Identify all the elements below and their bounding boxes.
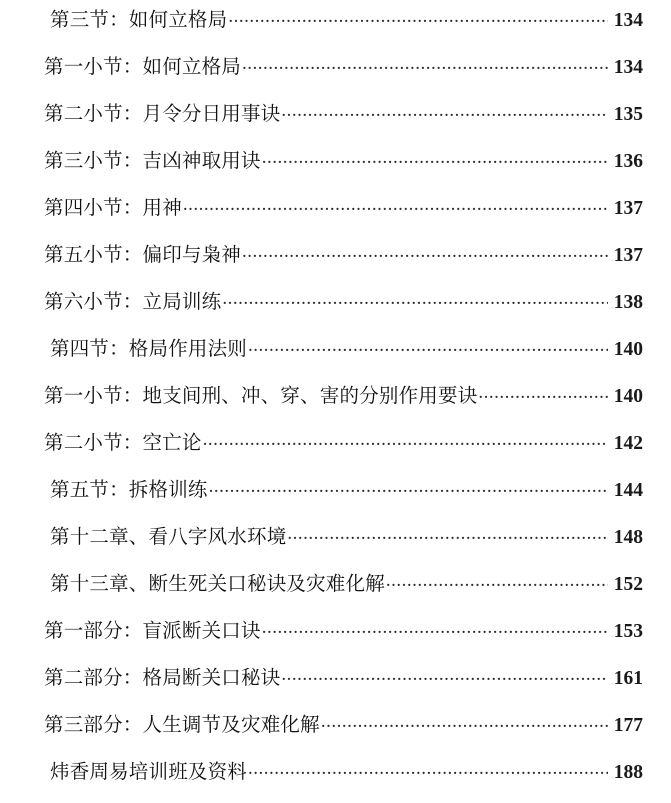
- toc-entry-title: 第五节：拆格训练: [50, 480, 208, 501]
- toc-entry[interactable]: [44, 427, 643, 474]
- toc-entry-title: 第二小节：空亡论: [44, 433, 202, 454]
- toc-entry-page: 188: [613, 762, 643, 783]
- toc-entry-page: 152: [613, 574, 643, 595]
- toc-entry-page: 137: [613, 198, 643, 219]
- toc-entry[interactable]: [44, 333, 643, 380]
- toc-entry[interactable]: [44, 662, 643, 709]
- toc-entry-page: 161: [613, 668, 643, 689]
- toc-entry[interactable]: [44, 709, 643, 756]
- toc-entry[interactable]: [44, 239, 643, 286]
- toc-entry-title: 第六小节：立局训练: [44, 292, 222, 313]
- toc-entry-page: 177: [613, 715, 643, 736]
- toc-entry-page: 142: [613, 433, 643, 454]
- toc-entry-page: 148: [613, 527, 643, 548]
- toc-entry-title: 第一小节：地支间刑、冲、穿、害的分别作用要诀: [44, 386, 478, 407]
- toc-entry[interactable]: [44, 192, 643, 239]
- toc-entry-page: 134: [613, 57, 643, 78]
- toc-entry[interactable]: [44, 145, 643, 192]
- toc-entry-page: 136: [613, 151, 643, 172]
- toc-leader-dots: [248, 762, 608, 778]
- toc-entry-title: 第十二章、看八字风水环境: [50, 527, 287, 548]
- toc-entry-page: 134: [613, 10, 643, 31]
- toc-leader-dots: [287, 527, 608, 543]
- table-of-contents: [44, 4, 643, 803]
- toc-entry[interactable]: [44, 568, 643, 615]
- toc-entry[interactable]: [44, 286, 643, 333]
- toc-entry[interactable]: [44, 521, 643, 568]
- toc-leader-dots: [222, 292, 608, 308]
- toc-entry-title: 第三节：如何立格局: [50, 10, 228, 31]
- toc-entry-title: 第四节：格局作用法则: [50, 339, 248, 360]
- toc-leader-dots: [183, 198, 608, 214]
- toc-entry-title: 炜香周易培训班及资料: [50, 762, 248, 783]
- toc-leader-dots: [281, 104, 608, 120]
- toc-entry-title: 第一小节：如何立格局: [44, 57, 242, 78]
- toc-entry-title: 第一部分：盲派断关口诀: [44, 621, 261, 642]
- toc-entry[interactable]: [44, 474, 643, 521]
- toc-leader-dots: [386, 574, 608, 590]
- toc-entry[interactable]: [44, 4, 643, 51]
- toc-leader-dots: [262, 621, 608, 637]
- toc-entry-page: 140: [613, 339, 643, 360]
- toc-entry-page: 135: [613, 104, 643, 125]
- toc-leader-dots: [228, 10, 608, 26]
- toc-leader-dots: [203, 433, 608, 449]
- toc-leader-dots: [209, 480, 608, 496]
- toc-entry-title: 第十三章、断生死关口秘诀及灾难化解: [50, 574, 385, 595]
- toc-entry-title: 第三部分：人生调节及灾难化解: [44, 715, 320, 736]
- toc-entry-page: 138: [613, 292, 643, 313]
- toc-entry-page: 144: [613, 480, 643, 501]
- toc-entry[interactable]: [44, 615, 643, 662]
- toc-entry[interactable]: [44, 51, 643, 98]
- toc-entry[interactable]: [44, 756, 643, 803]
- toc-leader-dots: [478, 386, 608, 402]
- toc-entry-title: 第四小节：用神: [44, 198, 182, 219]
- toc-entry[interactable]: [44, 98, 643, 145]
- toc-entry-title: 第二小节：月令分日用事诀: [44, 104, 281, 125]
- toc-entry-page: 137: [613, 245, 643, 266]
- toc-entry-page: 153: [613, 621, 643, 642]
- toc-leader-dots: [242, 57, 608, 73]
- toc-leader-dots: [321, 715, 608, 731]
- toc-leader-dots: [242, 245, 608, 261]
- toc-entry[interactable]: [44, 380, 643, 427]
- toc-leader-dots: [281, 668, 608, 684]
- toc-entry-title: 第二部分：格局断关口秘诀: [44, 668, 281, 689]
- toc-entry-title: 第三小节：吉凶神取用诀: [44, 151, 261, 172]
- toc-leader-dots: [248, 339, 608, 355]
- toc-entry-title: 第五小节：偏印与枭神: [44, 245, 242, 266]
- toc-entry-page: 140: [613, 386, 643, 407]
- toc-leader-dots: [262, 151, 608, 167]
